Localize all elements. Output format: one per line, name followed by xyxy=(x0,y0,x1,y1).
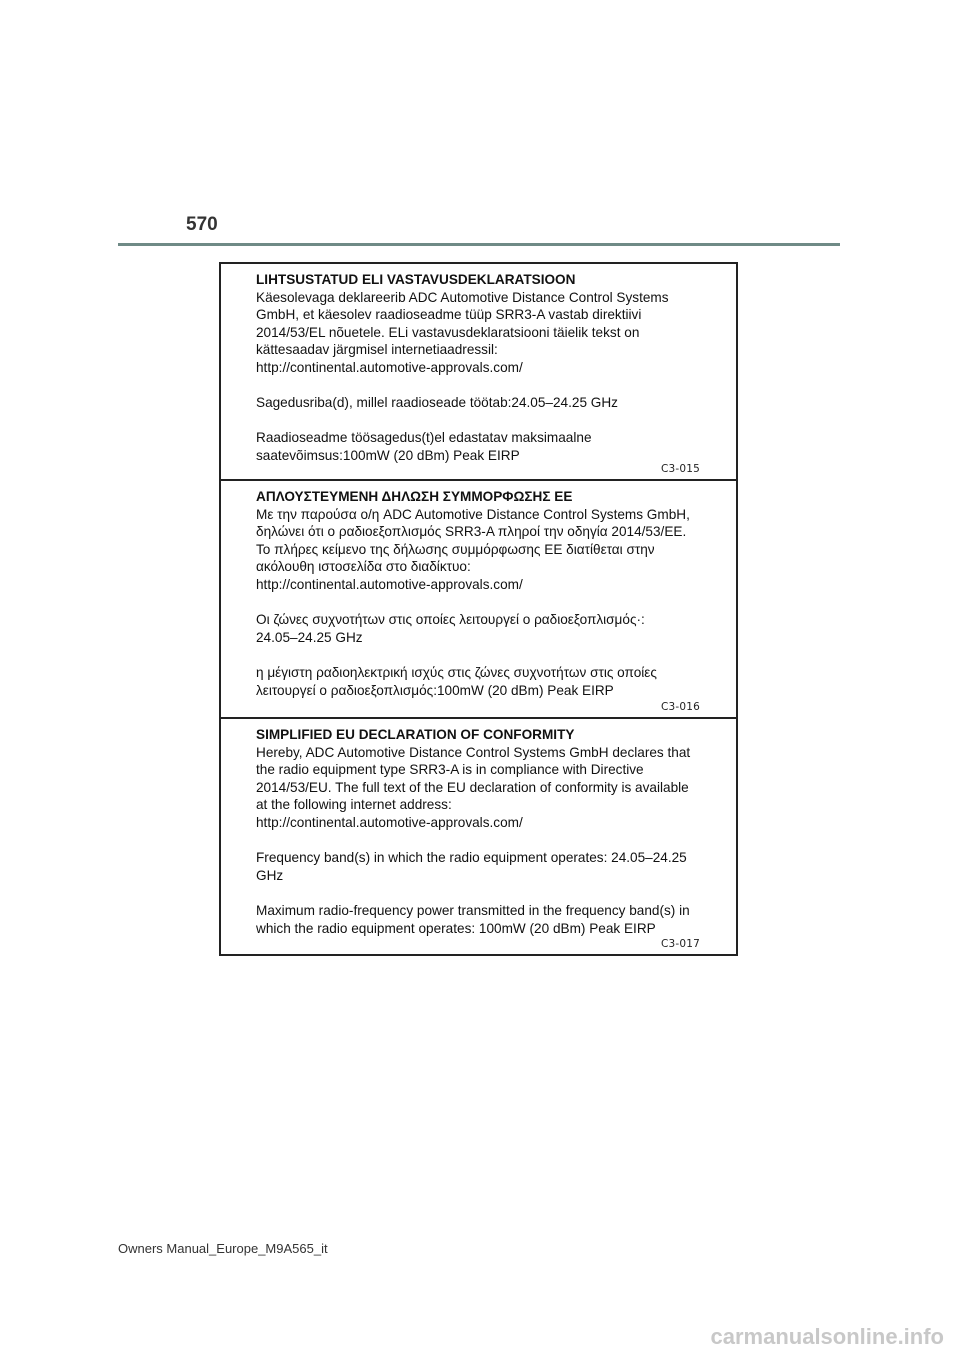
body-line: 2014/53/EU. The full text of the EU declaration of conformity is available xyxy=(256,779,689,795)
body-line: the radio equipment type SRR3-A is in compliance with Directive xyxy=(256,762,644,778)
section-content xyxy=(256,726,726,937)
body-line: Οι ζώνες συχνοτήτων στις οποίες λειτουργεί ο ραδιοεξοπλισμός·: xyxy=(256,612,645,628)
section-code: C3-017 xyxy=(660,938,700,950)
declaration-section-estonian xyxy=(221,264,736,479)
blank-line xyxy=(256,884,726,902)
page-number: 570 xyxy=(186,214,218,235)
declarations-box xyxy=(219,262,738,956)
body-line: Με την παρούσα ο/η ADC Automotive Distance Control Systems GmbH, xyxy=(256,506,690,522)
body-line: http://continental.automotive-approvals.com/ xyxy=(256,576,523,592)
blank-line xyxy=(256,377,726,395)
footer-text: Owners Manual_Europe_M9A565_it xyxy=(118,1241,328,1256)
watermark: carmanualsonline.info xyxy=(710,1324,944,1349)
section-content xyxy=(256,271,726,465)
body-line: 24.05–24.25 GHz xyxy=(256,629,363,645)
body-line: η μέγιστη ραδιοηλεκτρική ισχύς στις ζώνες συχνοτήτων στις οποίες xyxy=(256,664,657,680)
section-heading: ΑΠΛΟΥΣΤΕΥΜΕΝΗ ΔΗΛΩΣΗ ΣΥΜΜΟΡΦΩΣΗΣ ΕΕ xyxy=(256,489,573,504)
body-line: kättesaadav järgmisel internetiaadressil: xyxy=(256,342,498,358)
section-code: C3-016 xyxy=(660,701,700,713)
body-line: λειτουργεί ο ραδιοεξοπλισμός:100mW (20 dBm) Peak EIRP xyxy=(256,682,614,698)
declaration-section-english xyxy=(221,717,736,954)
blank-line xyxy=(256,832,726,850)
body-line: GmbH, et käesolev raadioseadme tüüp SRR3-A vastab direktiivi xyxy=(256,307,642,323)
body-line: 2014/53/EL nõuetele. ELi vastavusdeklaratsiooni täielik tekst on xyxy=(256,324,640,340)
body-line: Raadioseadme töösagedus(t)el edastatav maksimaalne xyxy=(256,430,592,446)
body-line: Käesolevaga deklareerib ADC Automotive Distance Control Systems xyxy=(256,289,669,305)
body-line: saatevõimsus:100mW (20 dBm) Peak EIRP xyxy=(256,447,520,463)
body-line: Hereby, ADC Automotive Distance Control Systems GmbH declares that xyxy=(256,744,691,760)
declaration-section-greek xyxy=(221,479,736,717)
body-line: which the radio equipment operates: 100mW (20 dBm) Peak EIRP xyxy=(256,920,656,936)
header-rule xyxy=(118,243,840,246)
section-heading: LIHTSUSTATUD ELI VASTAVUSDEKLARATSIOON xyxy=(256,272,576,287)
body-line: Frequency band(s) in which the radio equipment operates: 24.05–24.25 xyxy=(256,850,687,866)
body-line: Maximum radio-frequency power transmitted in the frequency band(s) in xyxy=(256,902,690,918)
blank-line xyxy=(256,646,726,664)
blank-line xyxy=(256,412,726,430)
section-code: C3-015 xyxy=(660,463,700,475)
body-line: GHz xyxy=(256,867,284,883)
section-content xyxy=(256,488,726,699)
body-line: δηλώνει ότι ο ραδιοεξοπλισμός SRR3-A πληροί την οδηγία 2014/53/ΕΕ. xyxy=(256,524,687,540)
body-line: http://continental.automotive-approvals.com/ xyxy=(256,359,523,375)
blank-line xyxy=(256,594,726,612)
section-heading: SIMPLIFIED EU DECLARATION OF CONFORMITY xyxy=(256,727,575,742)
body-line: at the following internet address: xyxy=(256,797,452,813)
body-line: Sagedusriba(d), millel raadioseade töötab:24.05–24.25 GHz xyxy=(256,395,618,411)
body-line: ακόλουθη ιστοσελίδα στο διαδίκτυο: xyxy=(256,559,471,575)
body-line: Το πλήρες κείμενο της δήλωσης συμμόρφωσης ΕΕ διατίθεται στην xyxy=(256,541,655,557)
body-line: http://continental.automotive-approvals.com/ xyxy=(256,814,523,830)
